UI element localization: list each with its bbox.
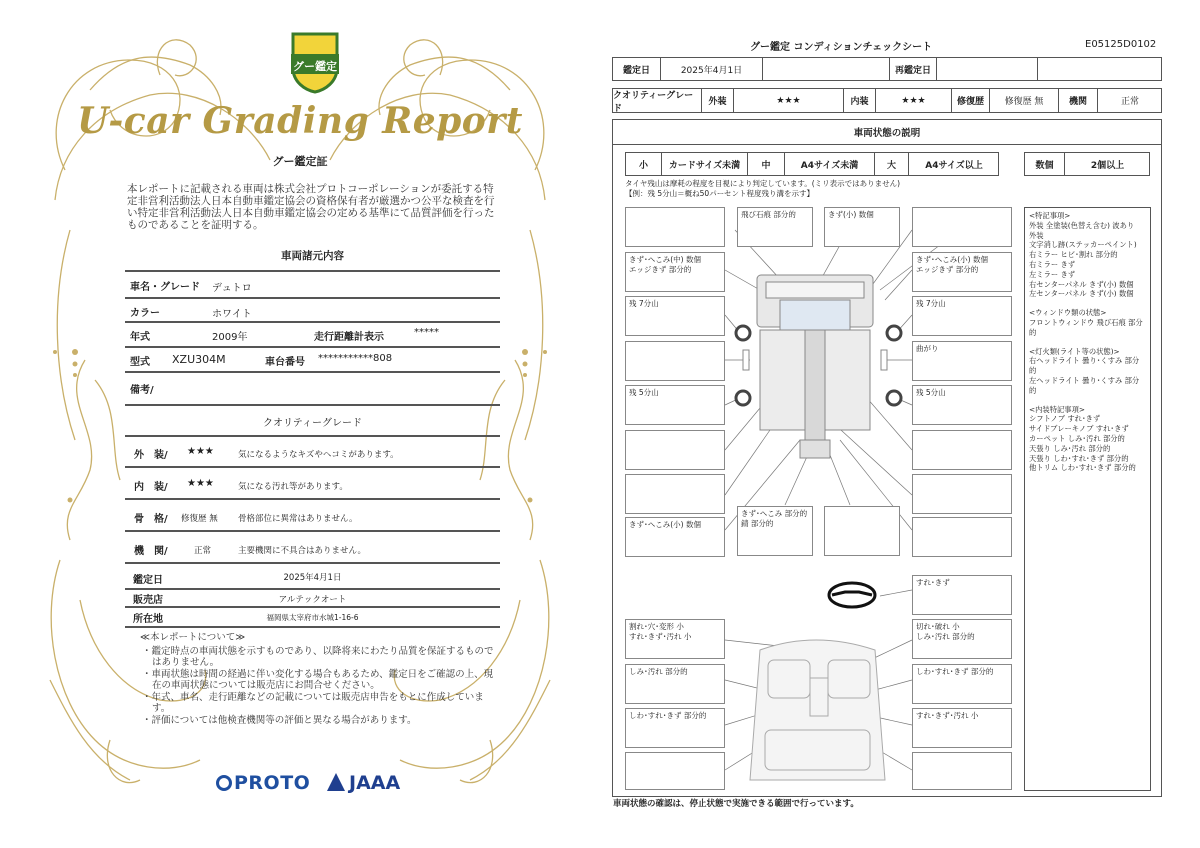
jaaa-logo-icon xyxy=(327,773,345,791)
note-line: 文字消し跡(ステッカーペイント) xyxy=(1029,240,1137,250)
proto-logo-text: PROTO xyxy=(234,772,311,794)
ext-box-right-bed xyxy=(912,474,1012,514)
ext-box-front-bumper xyxy=(824,207,900,247)
ext-box-front-left xyxy=(625,207,725,247)
model-label: 型式 xyxy=(130,357,150,368)
note-line: フロントウィンドウ 飛び石痕 部分的 xyxy=(1029,317,1143,337)
frame-grade-label: 骨 格/ xyxy=(134,514,168,525)
checksheet-title: グー鑑定 コンディションチェックシート xyxy=(750,42,933,53)
jaaa-logo-text: JAAA xyxy=(349,772,401,794)
note-line: 左ミラー きず xyxy=(1029,269,1076,279)
ext-box-left-front-tire xyxy=(625,296,725,336)
ext-box-rear-bumper xyxy=(824,506,900,556)
address-value: 福岡県太宰府市水城1-16-6 xyxy=(266,613,359,622)
exterior-grade-comment: 気になるようなキズやヘコミがあります。 xyxy=(238,450,399,460)
note-text: すれ･きず･汚れ 小 xyxy=(916,711,979,720)
note-line: 他トリム しわ･すれ･きず 部分的 xyxy=(1029,463,1136,473)
note-text: すれ･きず･汚れ 小 xyxy=(629,632,692,641)
count-label: 数個 xyxy=(1025,153,1065,175)
certificate-statement: 本レポートに記載される車両は株式会社プロトコーポレーションが委託する特定非営利活動法人日本自動車鑑定協会の資格保有者が厳選かつ公平な検査を行い特定非営利活動法人日本自動車鑑定協会の定める基準にて品質評価を行ったものであることを証明する。 xyxy=(127,183,495,231)
engine-value: 正常 xyxy=(1120,97,1139,107)
report-title: U-car Grading Report xyxy=(77,100,523,142)
note-text: きず･へこみ(小) 数個 xyxy=(629,520,701,529)
note-line: カーペット しみ･汚れ 部分的 xyxy=(1029,433,1125,443)
rule xyxy=(125,466,500,468)
size-key-medium: 中 xyxy=(748,153,785,175)
note-line: 左センターパネル きず(小) 数個 xyxy=(1029,289,1134,299)
int-box-rear-trim xyxy=(912,708,1012,748)
proto-logo-icon xyxy=(216,775,232,791)
color-value: ホワイト xyxy=(212,309,252,320)
certificate-heading: グー鑑定証 xyxy=(272,155,328,168)
rule xyxy=(125,371,500,373)
exterior-label: 外装 xyxy=(702,89,734,112)
year-label: 年式 xyxy=(130,332,150,343)
ext-box-left-rear-tire xyxy=(625,385,725,425)
ext-box-left-middle xyxy=(625,341,725,381)
rule xyxy=(125,530,500,532)
appraisal-date-label: 鑑定日 xyxy=(133,575,163,586)
size-desc-large: A4サイズ以上 xyxy=(925,160,983,171)
shop-label: 販売店 xyxy=(133,595,163,606)
ext-box-front-right xyxy=(912,207,1012,247)
steering-wheel-icon xyxy=(829,583,875,607)
tire-note-line: タイヤ残山は摩耗の程度を目視により判定しています。(ミリ表示ではありません) xyxy=(625,179,901,188)
ext-box-left-rear xyxy=(625,430,725,470)
jaaa-logo xyxy=(327,772,400,794)
interior-grade-label: 内 装/ xyxy=(134,482,168,493)
note-text: きず･へこみ 部分的 xyxy=(741,509,808,518)
mileage-label: 走行距離計表示 xyxy=(314,332,384,343)
exterior-grade-label: 外 装/ xyxy=(134,450,168,461)
note-item: ・評価については他検査機関等の評価と異なる場合があります。 xyxy=(142,714,417,726)
notes-group-heading: <灯火類(ライト等の状態)> xyxy=(1029,346,1120,356)
section-title: 車両状態の説明 xyxy=(853,128,921,139)
ext-box-right-front-tire xyxy=(912,296,1012,336)
note-text: エッジきず 部分的 xyxy=(916,265,979,274)
note-text: しみ･汚れ 部分的 xyxy=(629,667,688,676)
int-box-dashboard xyxy=(625,619,725,659)
address-label: 所在地 xyxy=(133,614,163,625)
rule xyxy=(125,498,500,500)
int-box-console xyxy=(912,664,1012,704)
note-text: 曲がり xyxy=(916,344,939,353)
note-line: 右ミラー ヒビ･割れ 部分的 xyxy=(1029,250,1118,260)
note-text: 残 7分山 xyxy=(629,299,659,308)
engine-grade-comment: 主要機関に不具合はありません。 xyxy=(238,546,367,556)
interior-label: 内装 xyxy=(844,89,876,112)
note-item: ・車両状態は時間の経過に伴い変化する場合もあるため、鑑定日をご確認の上、現在の車両状態については販売店にお問合せください。 xyxy=(142,668,494,691)
note-text: エッジきず 部分的 xyxy=(629,265,692,274)
engine-grade-value: 正常 xyxy=(194,546,212,556)
rule xyxy=(125,606,500,608)
goo-kantei-badge xyxy=(287,30,343,94)
note-text: すれ･きず xyxy=(916,578,950,587)
quality-label: クオリティーグレード xyxy=(613,89,702,112)
count-value: 2個以上 xyxy=(1090,160,1125,171)
frame-grade-comment: 骨格部位に異常はありません。 xyxy=(238,514,358,524)
ext-box-right-rear xyxy=(912,430,1012,470)
note-text: 切れ･破れ 小 xyxy=(916,622,960,631)
note-text: きず･へこみ(中) 数個 xyxy=(629,255,701,264)
notes-group-interior xyxy=(1029,405,1146,474)
note-item: ・鑑定時点の車両状態を示すものであり、以降将来にわたり品質を保証するものではありません。 xyxy=(142,645,494,668)
note-line: 天張り しみ･汚れ 部分的 xyxy=(1029,443,1111,453)
note-line: 右センターパネル きず(小) 数個 xyxy=(1029,279,1134,289)
notes-group-windows xyxy=(1029,308,1146,337)
report-notes xyxy=(140,632,500,726)
remarks-label: 備考/ xyxy=(130,385,154,396)
note-line: 外装 全塗装(色替え含む) 波あり xyxy=(1029,220,1135,230)
int-box-passenger-seat xyxy=(625,664,725,704)
note-item: ・年式、車名、走行距離などの記載については販売店申告をもとに作成しています。 xyxy=(142,691,484,714)
size-key-large: 大 xyxy=(875,153,909,175)
note-line: 外装 xyxy=(1029,230,1044,240)
ext-box-rear-left xyxy=(625,517,725,557)
interior-grade-value: ★★★ xyxy=(187,478,214,489)
int-box-steering xyxy=(912,575,1012,615)
ext-box-rear-center xyxy=(737,506,813,556)
note-text: 錆 部分的 xyxy=(741,519,774,528)
exterior-grade-value: ★★★ xyxy=(187,446,214,457)
model-value: XZU304M xyxy=(172,353,226,366)
rule xyxy=(125,321,500,323)
appraisal-date-value: 2025年4月1日 xyxy=(283,573,342,583)
ext-box-right-front xyxy=(912,252,1012,292)
notes-heading: ≪本レポートについて≫ xyxy=(140,632,246,643)
notes-group-lights xyxy=(1029,347,1146,396)
rule xyxy=(125,435,500,437)
engine-grade-label: 機 関/ xyxy=(134,546,168,557)
color-label: カラー xyxy=(130,308,160,319)
quality-grade-title: クオリティーグレード xyxy=(263,418,362,429)
ext-box-right-middle xyxy=(912,341,1012,381)
size-key-small: 小 xyxy=(626,153,662,175)
ext-box-front-windshield xyxy=(737,207,813,247)
note-text: 飛び石痕 部分的 xyxy=(741,210,796,219)
note-line: サイドブレーキノブ すれ･きず xyxy=(1029,424,1129,434)
ext-box-rear-right xyxy=(912,517,1012,557)
note-line: 左ヘッドライト 曇り･くすみ 部分的 xyxy=(1029,375,1140,395)
interior-value: ★★★ xyxy=(876,89,952,112)
note-text: しわ･すれ･きず 部分的 xyxy=(916,667,994,676)
chassis-label: 車台番号 xyxy=(265,357,305,368)
badge-label: グー鑑定 xyxy=(293,60,337,73)
shop-value: アルテックオート xyxy=(278,595,347,605)
size-desc-medium: A4サイズ未満 xyxy=(785,153,875,175)
special-notes-panel xyxy=(1024,207,1151,791)
notes-group-heading: <ウィンドウ類の状態> xyxy=(1029,308,1107,318)
note-line: 右ヘッドライト 曇り･くすみ 部分的 xyxy=(1029,356,1140,376)
redate-label: 再鑑定日 xyxy=(890,58,937,80)
date-label: 鑑定日 xyxy=(613,58,661,80)
mileage-value: ***** xyxy=(414,327,439,338)
size-desc-small: カードサイズ未満 xyxy=(662,153,748,175)
note-text: 残 5分山 xyxy=(629,388,659,397)
specs-title: 車両諸元内容 xyxy=(281,250,344,262)
int-box-rear-left xyxy=(625,752,725,790)
ext-box-right-rear-tire xyxy=(912,385,1012,425)
rule xyxy=(125,562,500,564)
vehicle-name-value: デュトロ xyxy=(212,283,252,294)
rule xyxy=(125,297,500,299)
exterior-value: ★★★ xyxy=(734,89,844,112)
date-value: 2025年4月1日 xyxy=(661,58,763,80)
repair-label: 修復歴 xyxy=(952,89,990,112)
notes-group-special xyxy=(1029,211,1146,299)
rule xyxy=(125,588,500,590)
note-line: 右ミラー きず xyxy=(1029,259,1076,269)
notes-group-heading: <特記事項> xyxy=(1029,211,1071,220)
note-text: きず(小) 数個 xyxy=(828,210,874,219)
tire-note-example: 【例：残 5分山＝概ね50パーセント程度残り溝を示す】 xyxy=(625,188,815,198)
note-line: シフトノブ すれ･きず xyxy=(1029,414,1101,424)
note-text: 割れ･穴･変形 小 xyxy=(629,622,684,631)
rule xyxy=(125,404,500,406)
int-box-rear-right xyxy=(912,752,1012,790)
frame-grade-value: 修復歴 無 xyxy=(181,514,218,524)
checksheet-footer: 車両状態の確認は、停止状態で実施できる範囲で行っています。 xyxy=(613,799,859,809)
engine-label: 機関 xyxy=(1059,89,1098,112)
ext-box-left-bed xyxy=(625,474,725,514)
note-text: きず･へこみ(小) 数個 xyxy=(916,255,988,264)
rule xyxy=(125,270,500,272)
checksheet-code: E05125D0102 xyxy=(1085,39,1157,50)
rule xyxy=(125,346,500,348)
vehicle-name-label: 車名・グレード xyxy=(130,282,200,293)
int-box-driver-seat xyxy=(912,619,1012,659)
interior-grade-comment: 気になる汚れ等があります。 xyxy=(238,482,348,492)
note-text: しみ･汚れ 部分的 xyxy=(916,632,975,641)
repair-value: 修復歴 無 xyxy=(990,89,1059,112)
rule xyxy=(125,626,500,628)
ext-box-left-front xyxy=(625,252,725,292)
note-line: 天張り しわ･すれ･きず 部分的 xyxy=(1029,453,1129,463)
notes-group-heading: <内装特記事項> xyxy=(1029,404,1086,414)
year-value: 2009年 xyxy=(212,332,248,343)
int-box-floor xyxy=(625,708,725,748)
condition-check-sheet xyxy=(600,0,1200,848)
note-text: 残 5分山 xyxy=(916,388,946,397)
proto-logo xyxy=(216,772,310,794)
note-text: しわ･すれ･きず 部分的 xyxy=(629,711,707,720)
chassis-value: ***********808 xyxy=(318,353,393,364)
note-text: 残 7分山 xyxy=(916,299,946,308)
